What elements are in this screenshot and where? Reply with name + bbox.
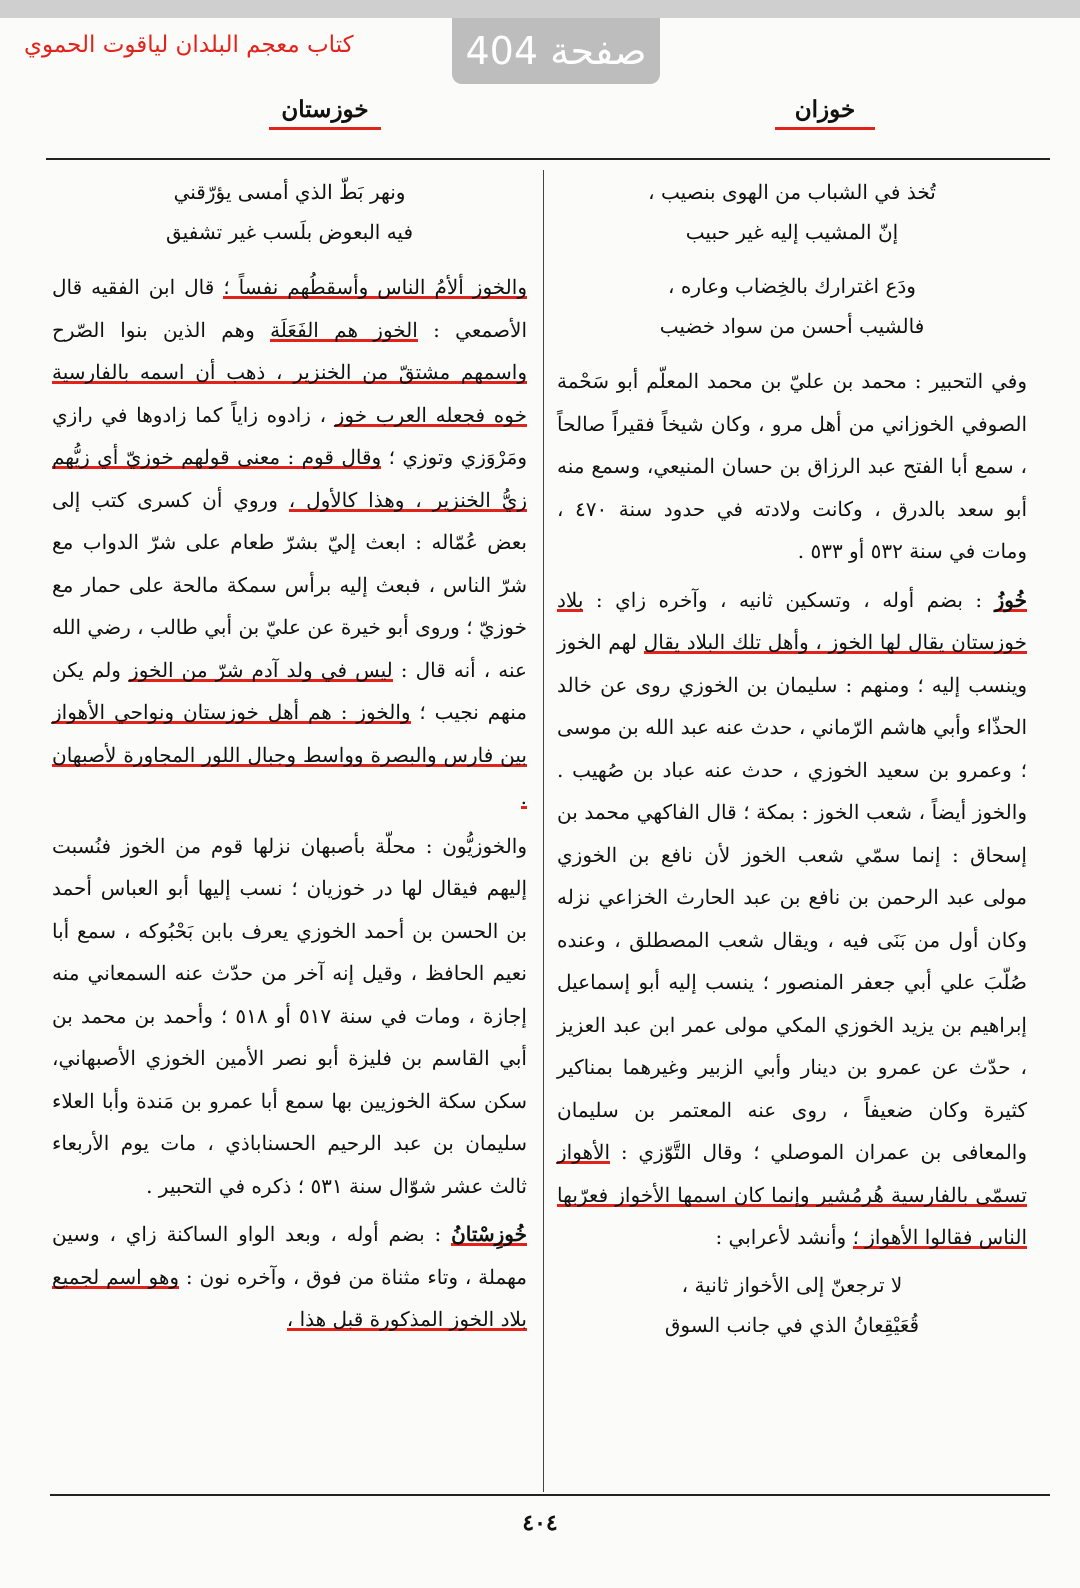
page-badge: صفحة 404: [452, 18, 660, 84]
text-run: وهم الذين بنوا الصّرح: [52, 317, 271, 342]
verse-line: ونهر بَطّ الذي أمسى يؤرّقني: [173, 180, 406, 204]
left-column: [52, 172, 527, 1347]
text-run: وأنشد لأعرابي :: [715, 1225, 853, 1249]
heading-left-underline: [269, 127, 381, 130]
entry-khuzistan: [52, 1213, 527, 1341]
top-rule: [46, 158, 1050, 160]
text-run: : بضم أوله ، وتسكين ثانيه ، وآخره زاي :: [583, 587, 995, 612]
entry-khuz: [557, 579, 1027, 1259]
verse-block-1: [557, 172, 1027, 252]
page-number: ٤٠٤: [522, 1510, 558, 1536]
highlighted-text: ليس في ولد آدم شرّ من الخوز: [129, 657, 393, 682]
verse-line: تُخذ في الشباب من الهوى بنصيب ،: [648, 180, 936, 204]
highlighted-text: الخوز هم الفَعَلَة: [270, 317, 418, 342]
entry-paragraph: وفي التحبير : محمد بن عليّ بن محمد المعلّم أبو سَحْمة الصوفي الخوزاني من أهل مرو ، وكان شيخاً فقيراً صالحاً ، سمع أبا الفتح عبد الرزاق بن حسان المنيعي، وسمع منه أبو سعد بالدرق ، وكانت ولادته في حدود سنة ٤٧٠ ، ومات في سنة ٥٣٢ أو ٥٣٣ .: [557, 369, 1028, 563]
highlighted-text: بلاد خوزستان يقال لها الخوز ، وأهل تلك البلاد يقال: [557, 587, 1027, 654]
verse-line: فالشيب أحسن من سواد خضيب: [659, 314, 925, 338]
verse-block-left: [52, 172, 527, 252]
book-title: كتاب معجم البلدان لياقوت الحموي: [24, 32, 354, 58]
heading-right: [700, 96, 950, 130]
entry-headword: خُوزِسْتانُ: [451, 1222, 527, 1246]
highlighted-text: وهو اسم لجميع بلاد الخوز المذكورة قبل هذا ،: [52, 1264, 527, 1331]
verse-line: إنّ المشيب إليه غير حبيب: [685, 220, 899, 244]
verse-block-2: [557, 266, 1027, 346]
highlighted-text: والخوز : هم أهل خوزستان ونواحي الأهواز بين فارس والبصرة وواسط وجبال اللور المجاورة لأصبهان .: [52, 700, 527, 809]
heading-left-text: خوزستان: [281, 96, 369, 123]
highlighted-text: الأهواز تسمّى بالفارسية هُرمُشير وإنما كان اسمها الأخواز فعرّبها الناس فقالوا الأهواز ؛: [557, 1140, 1027, 1249]
right-column: [557, 172, 1027, 1359]
text-run: ولم يكن منهم نجيب ؛: [52, 657, 527, 724]
text-run: لهم الخوز وينسب إليه ؛ ومنهم : سليمان بن الخوزي روى عن خالد الحذّاء وأبي هاشم الرّماني ، حدث عنه عبد الله بن موسى ؛ وعمرو بن سعيد الخوزي ، حدث عنه عباد بن صُهيب . والخوز أيضاً ، شعب الخوز : بمكة ؛ قال الفاكهي محمد بن إسحاق : إنما سمّي شعب الخوز لأن نافع بن الخوزي مولى عبد الرحمن بن نافع بن عبد الحارث الخزاعي نزله وكان أول من بَنَى فيه ، ويقال شعب المصطلق ، وعنده صُلّبَ علي أبي جعفر المنصور ؛ ينسب إليه أبو إسماعيل إبراهيم بن يزيد الخوزي المكي مولى عمر ابن عبد العزيز ، حدّث عن عمرو بن دينار وأبي الزبير وغيرهما بمناكير كثيرة وكان ضعيفاً ، روى عنه المعتمر بن سليمان والمعافى بن عمران الموصلي ؛ وقال التَّوّزي :: [557, 630, 1027, 1164]
verse-line: ودَع اغترارك بالخِضاب وعاره ،: [668, 274, 916, 298]
heading-right-underline: [775, 127, 875, 130]
bottom-rule: [50, 1494, 1050, 1496]
column-divider: [543, 170, 544, 1492]
text-run: وروي أن كسرى كتب إلى بعض عُمّاله : ابعث إليّ بشرّ طعام على شرّ الدواب مع شرّ الناس ، فبعث إليه برأس سمكة مالحة على حمار مع خوزيّ ؛ وروى أبو خيرة عن عليّ بن أبي طالب ، رضي الله عنه ، أنه قال :: [52, 487, 527, 682]
highlighted-text: والخوز ألأمُ الناس وأسقطُهم نفساً ؛: [223, 275, 527, 299]
highlighted-text: واسمهم مشتقّ من الخنزير ، ذهب أن اسمه بالفارسية خوه فجعله العرب خوز: [52, 360, 527, 427]
entry-headword: خُوزُ: [994, 587, 1027, 612]
heading-right-text: خوزان: [794, 96, 856, 123]
verse-line: لا ترجعنّ إلى الأخواز ثانية ،: [681, 1272, 903, 1297]
verse-block-3: [557, 1265, 1027, 1345]
text-run: قال ابن الفقيه قال الأصمعي :: [52, 275, 527, 342]
entry-khuziyun: والخوزيُّون : محلّة بأصبهان نزلها قوم من الخوز فنُسبت إليهم فيقال لها در خوزيان ؛ نسب إليها أبو العباس أحمد بن الحسن بن أحمد الخوزي يعرف بابن بَحْبُوكه ، سمع أبا نعيم الحافظ ، وقيل إنه آخر من حدّث عنه السمعاني منه إجازة ، ومات في سنة ٥١٧ أو ٥١٨ ؛ وأحمد بن محمد بن أبي القاسم بن فليزة أبو نصر الأمين الخوزي الأصبهاني، سكن سكة الخوزيين بها سمع أبا عمرو بن مَندة وأبا العلاء سليمان بن عبد الرحيم الحسناباذي ، مات يوم الأربعاء ثالث عشر شوّال سنة ٥٣١ ؛ ذكره في التحبير .: [52, 833, 527, 1198]
text-run: : بضم أوله ، وبعد الواو الساكنة زاي ، وسين مهملة ، وتاء مثناة من فوق ، وآخره نون :: [52, 1222, 527, 1289]
entry-paragraph: [52, 266, 527, 819]
heading-left: [200, 96, 450, 130]
verse-line: فيه البعوض بلَسب غير تشفيق: [165, 220, 414, 244]
verse-line: قُعَيْقِعانُ الذي في جانب السوق: [664, 1312, 920, 1337]
top-strip: [0, 0, 1080, 18]
highlighted-text: وقال قوم : معنى قولهم خوزيّ أي زيُّهم زيُّ الخنزير ، وهذا كالأول ،: [52, 445, 528, 512]
text-run: ، زادوه زاياً كما زادوها في رازي ومَرْوَزي وتوزي ؛: [52, 402, 527, 469]
